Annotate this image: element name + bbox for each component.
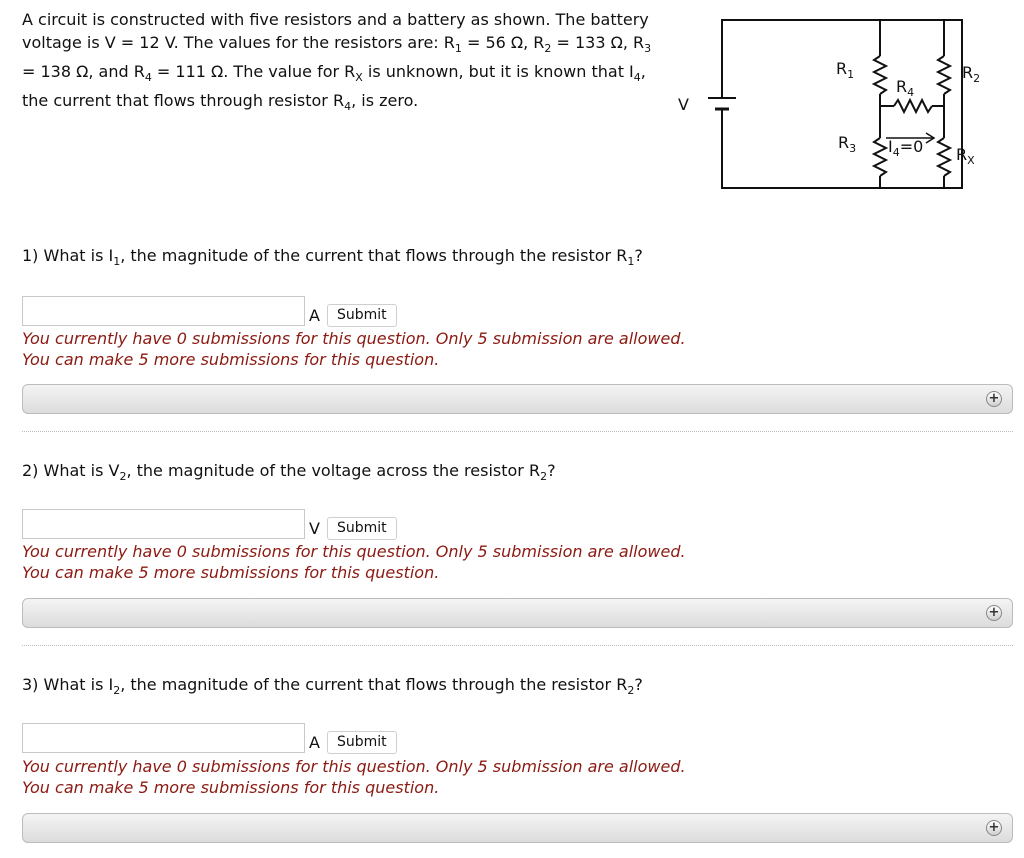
subscript: 2: [540, 470, 548, 484]
submission-count-text: You currently have 0 submissions for this question. Only 5 submission are allowed.: [22, 757, 686, 776]
question-2: [22, 461, 556, 483]
problem-text: = 111 Ω. The value for R: [151, 62, 356, 82]
question-3: [22, 675, 643, 697]
problem-text: A circuit is constructed with five resistors and a battery as shown. The battery voltage is V = 12 V. The values for the resistors are: R: [22, 10, 649, 52]
remaining-submissions-text: You can make 5 more submissions for this question.: [22, 778, 440, 797]
answer-input-2[interactable]: [22, 509, 305, 539]
remaining-submissions-text: You can make 5 more submissions for this question.: [22, 350, 440, 369]
problem-text: is unknown, but it is known that I: [362, 62, 634, 82]
question-text: 1) What is I: [22, 246, 114, 265]
question-text: , the magnitude of the current that flows through the resistor R: [120, 246, 628, 265]
hint-bar-1[interactable]: [22, 384, 1013, 414]
subscript: 4: [344, 100, 352, 114]
subscript: 4: [633, 71, 641, 85]
subscript: X: [355, 71, 363, 85]
subscript: 2: [544, 42, 552, 56]
hint-bar-3[interactable]: [22, 813, 1013, 843]
remaining-submissions-text: You can make 5 more submissions for this question.: [22, 563, 440, 582]
battery-label: V: [678, 95, 689, 114]
submission-status-2: [22, 541, 686, 583]
question-text: ?: [634, 675, 643, 694]
plus-circle-icon[interactable]: +: [986, 820, 1002, 836]
question-text: ?: [547, 461, 556, 480]
r1-resistor: [874, 56, 886, 94]
unit-label: A: [309, 306, 320, 325]
question-1: [22, 246, 643, 268]
separator: [22, 431, 1013, 432]
r4-resistor: [894, 100, 932, 112]
question-text: ?: [634, 246, 643, 265]
circuit-diagram: [672, 10, 1012, 200]
question-text: , the magnitude of the voltage across the resistor R: [126, 461, 541, 480]
answer-input-3[interactable]: [22, 723, 305, 753]
r3-resistor: [874, 138, 886, 176]
submit-button-3[interactable]: Submit: [327, 731, 397, 754]
problem-statement: [22, 8, 662, 119]
subscript: 4: [144, 71, 152, 85]
r1-label: $R_1$: [836, 59, 855, 81]
problem-text: = 138 Ω, and R: [22, 62, 145, 82]
hint-bar-2[interactable]: [22, 598, 1013, 628]
submission-status-1: [22, 328, 686, 370]
plus-circle-icon[interactable]: +: [986, 391, 1002, 407]
question-text: 3) What is I: [22, 675, 114, 694]
problem-text: = 133 Ω, R: [551, 33, 645, 52]
i4-label: $I_4=0$: [888, 137, 924, 159]
submit-button-2[interactable]: Submit: [327, 517, 397, 540]
question-text: , the magnitude of the current that flows through the resistor R: [120, 675, 628, 694]
subscript: 3: [644, 42, 652, 56]
unit-label: V: [309, 519, 320, 538]
unit-label: A: [309, 733, 320, 752]
plus-circle-icon[interactable]: +: [986, 605, 1002, 621]
submission-count-text: You currently have 0 submissions for this question. Only 5 submission are allowed.: [22, 542, 686, 561]
submission-count-text: You currently have 0 submissions for this question. Only 5 submission are allowed.: [22, 329, 686, 348]
subscript: 2: [113, 684, 121, 698]
rx-resistor: [938, 138, 950, 176]
subscript: 1: [113, 255, 121, 269]
subscript: 1: [627, 255, 635, 269]
subscript: 2: [119, 470, 127, 484]
r2-resistor: [938, 56, 950, 94]
subscript: 2: [627, 684, 635, 698]
submission-status-3: [22, 756, 686, 798]
r2-label: $R_2$: [962, 63, 981, 85]
submit-button-1[interactable]: Submit: [327, 304, 397, 327]
problem-text: , the current that flows through resistor R: [22, 62, 646, 111]
problem-text: = 56 Ω, R: [461, 33, 545, 52]
question-text: 2) What is V: [22, 461, 120, 480]
r3-label: $R_3$: [838, 133, 857, 155]
rx-label: $R_X$: [956, 145, 975, 167]
problem-text: , is zero.: [351, 91, 419, 111]
separator: [22, 645, 1013, 646]
subscript: 1: [454, 42, 462, 56]
outer-wire: [722, 20, 962, 188]
answer-input-1[interactable]: [22, 296, 305, 326]
r4-label: $R_4$: [896, 77, 915, 99]
